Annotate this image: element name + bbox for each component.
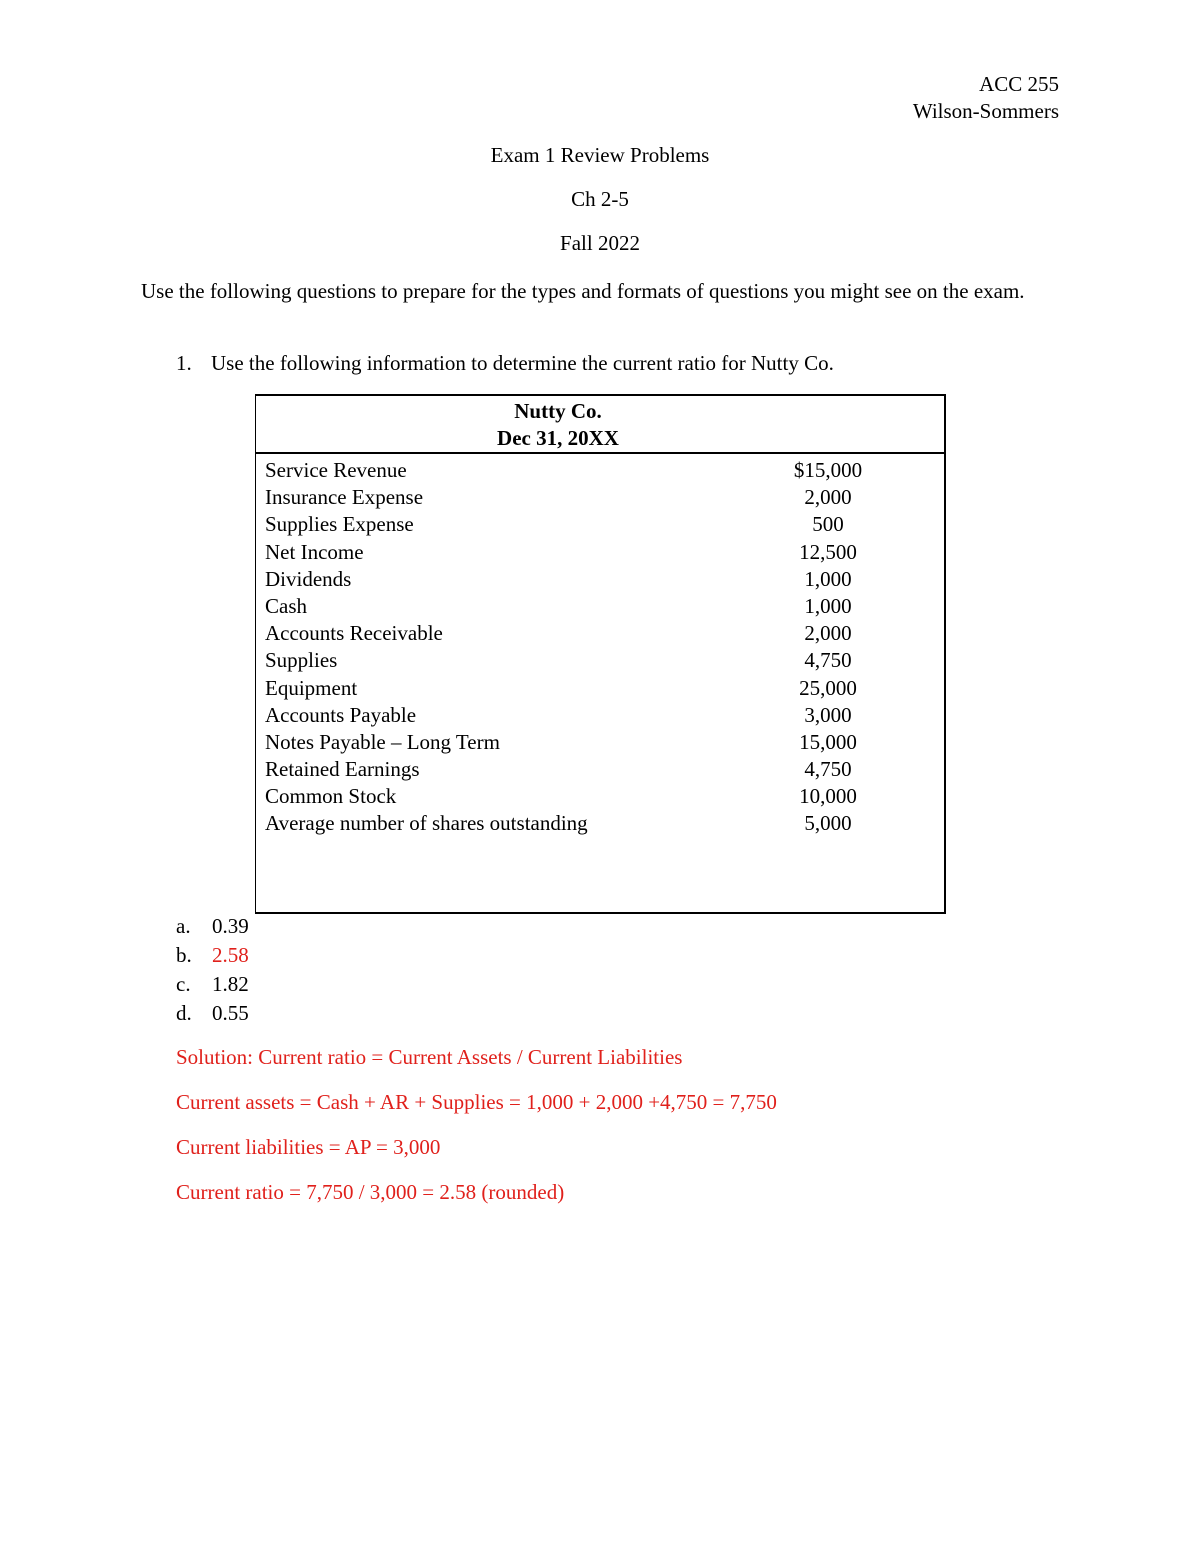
- table-row: [256, 647, 944, 674]
- row-value: 5,000: [804, 811, 852, 836]
- row-value: 3,000: [804, 702, 852, 727]
- option-letter: c.: [176, 972, 191, 996]
- table-body: [256, 454, 944, 838]
- row-label: Accounts Payable: [265, 702, 417, 727]
- table-row: [256, 756, 944, 783]
- chapter-range: Ch 2-5: [571, 187, 629, 211]
- row-label: Insurance Expense: [265, 485, 424, 510]
- solution-line: Current ratio = 7,750 / 3,000 = 2.58 (rounded): [176, 1180, 565, 1204]
- row-value: 2,000: [804, 621, 852, 646]
- option-letter: b.: [176, 943, 192, 967]
- row-label: Net Income: [265, 539, 364, 564]
- solution-line: Solution: Current ratio = Current Assets / Current Liabilities: [176, 1045, 683, 1069]
- statement-date: Dec 31, 20XX: [497, 426, 619, 450]
- company-name: Nutty Co.: [514, 399, 602, 423]
- row-value: 500: [812, 512, 844, 537]
- row-value: 2,000: [804, 485, 852, 510]
- option-c: [176, 972, 249, 997]
- term: Fall 2022: [560, 231, 640, 255]
- table-row: [256, 566, 944, 593]
- row-label: Average number of shares outstanding: [265, 811, 588, 836]
- row-value: 15,000: [799, 729, 857, 754]
- row-value: 4,750: [804, 648, 852, 673]
- question-number: 1.: [176, 351, 192, 375]
- table-header: [256, 396, 944, 454]
- intro-paragraph: Use the following questions to prepare for the types and formats of questions you might see on the exam.: [141, 279, 1025, 303]
- row-value: 1,000: [804, 593, 852, 618]
- question-text: Use the following information to determine the current ratio for Nutty Co.: [211, 351, 834, 375]
- row-label: Dividends: [265, 566, 352, 591]
- table-row: [256, 593, 944, 620]
- document-title: Exam 1 Review Problems: [490, 143, 710, 167]
- row-value: 25,000: [799, 675, 857, 700]
- row-label: Service Revenue: [265, 458, 407, 482]
- option-letter: a.: [176, 914, 191, 938]
- table-row: [256, 729, 944, 756]
- table-row: [256, 620, 944, 647]
- solution-line: Current liabilities = AP = 3,000: [176, 1135, 441, 1159]
- table-row: [256, 511, 944, 538]
- row-label: Cash: [265, 593, 307, 618]
- row-label: Common Stock: [265, 784, 397, 809]
- table-row: [256, 675, 944, 702]
- row-label: Accounts Receivable: [265, 621, 443, 646]
- row-label: Equipment: [265, 675, 358, 700]
- option-value: 1.82: [212, 972, 249, 996]
- option-b: [176, 943, 249, 968]
- question-1: [176, 351, 834, 376]
- instructor-name: Wilson-Sommers: [912, 99, 1059, 123]
- row-label: Notes Payable – Long Term: [265, 729, 500, 754]
- row-value: 1,000: [804, 566, 852, 591]
- option-letter: d.: [176, 1001, 192, 1025]
- course-code: ACC 255: [979, 72, 1059, 96]
- option-d: [176, 1001, 249, 1026]
- option-value: 0.55: [212, 1001, 249, 1025]
- row-value: 10,000: [799, 784, 857, 809]
- option-a: [176, 914, 249, 939]
- financial-data-table: [255, 394, 946, 914]
- row-value: $15,000: [793, 458, 863, 482]
- row-label: Supplies: [265, 648, 338, 673]
- row-label: Supplies Expense: [265, 512, 414, 537]
- table-row: [256, 702, 944, 729]
- table-row: [256, 539, 944, 566]
- table-row: [256, 783, 944, 810]
- row-value: 12,500: [799, 539, 857, 564]
- table-row: [256, 457, 944, 484]
- row-label: Retained Earnings: [265, 757, 420, 782]
- table-row: [256, 810, 944, 837]
- row-value: 4,750: [804, 757, 852, 782]
- solution-line: Current assets = Cash + AR + Supplies = 1,000 + 2,000 +4,750 = 7,750: [176, 1090, 777, 1114]
- option-value-correct: 2.58: [212, 943, 249, 967]
- table-row: [256, 484, 944, 511]
- option-value: 0.39: [212, 914, 249, 938]
